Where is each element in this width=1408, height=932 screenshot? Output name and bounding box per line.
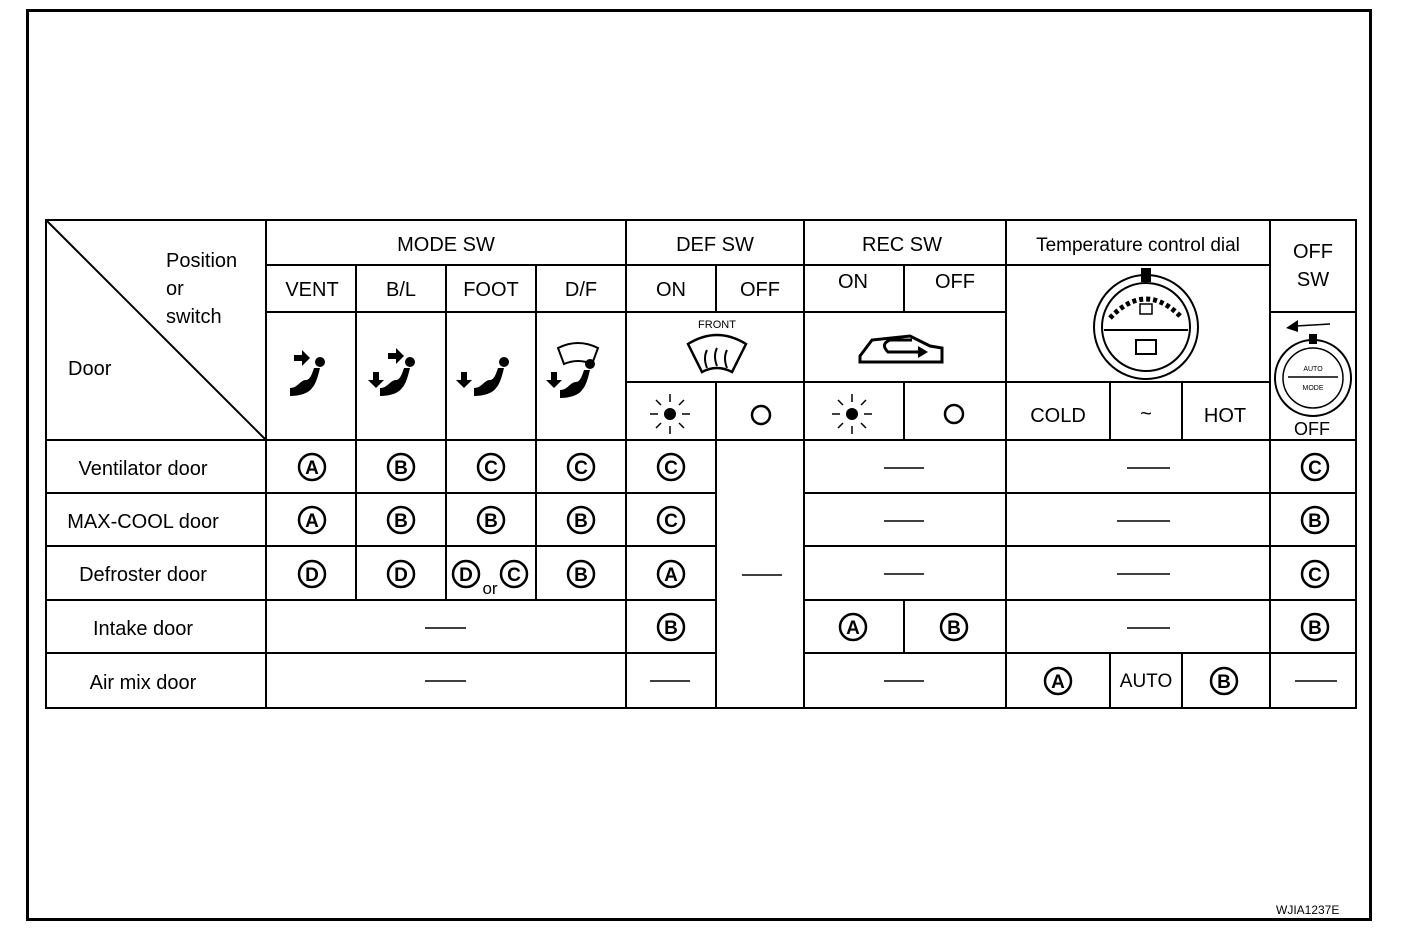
hot-header: HOT — [1203, 405, 1247, 427]
off-switch-dial-icon — [1275, 320, 1351, 416]
ventilator-bl-value: B — [394, 458, 408, 479]
def-foot-icon — [546, 343, 598, 398]
maxcool-vent-value: A — [305, 511, 319, 532]
maxcool-off-sw-value: B — [1308, 511, 1322, 532]
intake-def-on-value: B — [664, 618, 678, 639]
front-label: FRONT — [698, 319, 736, 331]
rec-off-lamp-icon — [945, 405, 963, 423]
row-label-maxcool: MAX-COOL door — [67, 511, 219, 533]
temp-dial-header: Temperature control dial — [1036, 235, 1240, 256]
off-sw-header-2: SW — [1296, 269, 1330, 291]
position-label-2: or — [166, 278, 184, 300]
def-sw-header: DEF SW — [676, 234, 754, 256]
defroster-def-on-value: A — [664, 565, 678, 586]
defroster-foot-value-a: D — [459, 565, 473, 586]
defroster-bl-value: D — [394, 565, 408, 586]
def-on-header: ON — [656, 279, 686, 301]
defroster-vent-value: D — [305, 565, 319, 586]
airmix-cold-value: A — [1051, 672, 1065, 693]
door-label: Door — [68, 358, 112, 380]
def-off-lamp-icon — [752, 406, 770, 424]
ventilator-def-on-value: C — [664, 458, 678, 479]
ventilator-foot-value: C — [484, 458, 498, 479]
row-label-defroster: Defroster door — [79, 564, 207, 586]
bilevel-icon — [368, 348, 415, 396]
temperature-dial-icon — [1094, 268, 1198, 379]
tilde-header: ~ — [1140, 403, 1152, 425]
df-header: D/F — [564, 279, 598, 301]
position-label-1: Position — [166, 250, 238, 272]
row-label-ventilator: Ventilator door — [78, 458, 208, 480]
dial-mode-label: MODE — [1302, 385, 1324, 392]
maxcool-def-on-value: C — [664, 511, 678, 532]
ventilator-off-sw-value: C — [1308, 458, 1322, 479]
mode-sw-header: MODE SW — [397, 234, 495, 256]
defroster-off-sw-value: C — [1308, 565, 1322, 586]
cold-header: COLD — [1030, 405, 1086, 427]
intake-rec-on-value: A — [846, 618, 860, 639]
ventilator-vent-value: A — [305, 458, 319, 479]
vent-icon — [290, 350, 325, 396]
recirculation-icon — [860, 336, 942, 362]
maxcool-bl-value: B — [394, 511, 408, 532]
airmix-hot-value: B — [1217, 672, 1231, 693]
def-on-lamp-icon — [650, 394, 690, 434]
foot-icon — [456, 357, 509, 396]
bl-header: B/L — [385, 279, 417, 301]
front-defroster-icon — [688, 319, 746, 372]
rec-on-lamp-icon — [832, 394, 872, 434]
intake-off-sw-value: B — [1308, 618, 1322, 639]
off-sw-header-1: OFF — [1293, 241, 1333, 263]
vent-header: VENT — [285, 279, 339, 301]
position-label-3: switch — [166, 306, 222, 328]
ventilator-df-value: C — [574, 458, 588, 479]
rec-on-header: ON — [838, 271, 868, 293]
defroster-df-value: B — [574, 565, 588, 586]
defroster-foot-value-b: C — [507, 565, 521, 586]
defroster-foot-or: or — [482, 579, 498, 598]
maxcool-foot-value: B — [484, 511, 498, 532]
def-off-header: OFF — [740, 279, 780, 301]
row-label-airmix: Air mix door — [89, 672, 197, 694]
not-applicable-dashes — [425, 468, 1337, 681]
dial-auto-label: AUTO — [1303, 366, 1323, 373]
table-grid — [46, 220, 1356, 708]
maxcool-df-value: B — [574, 511, 588, 532]
rec-off-header: OFF — [935, 271, 975, 293]
figure-reference-code: WJIA1237E — [1276, 903, 1340, 917]
foot-header: FOOT — [463, 279, 519, 301]
airmix-auto-value: AUTO — [1119, 671, 1173, 692]
intake-rec-off-value: B — [947, 618, 961, 639]
rec-sw-header: REC SW — [862, 234, 942, 256]
row-label-intake: Intake door — [92, 618, 194, 640]
off-position-label: OFF — [1294, 419, 1330, 439]
